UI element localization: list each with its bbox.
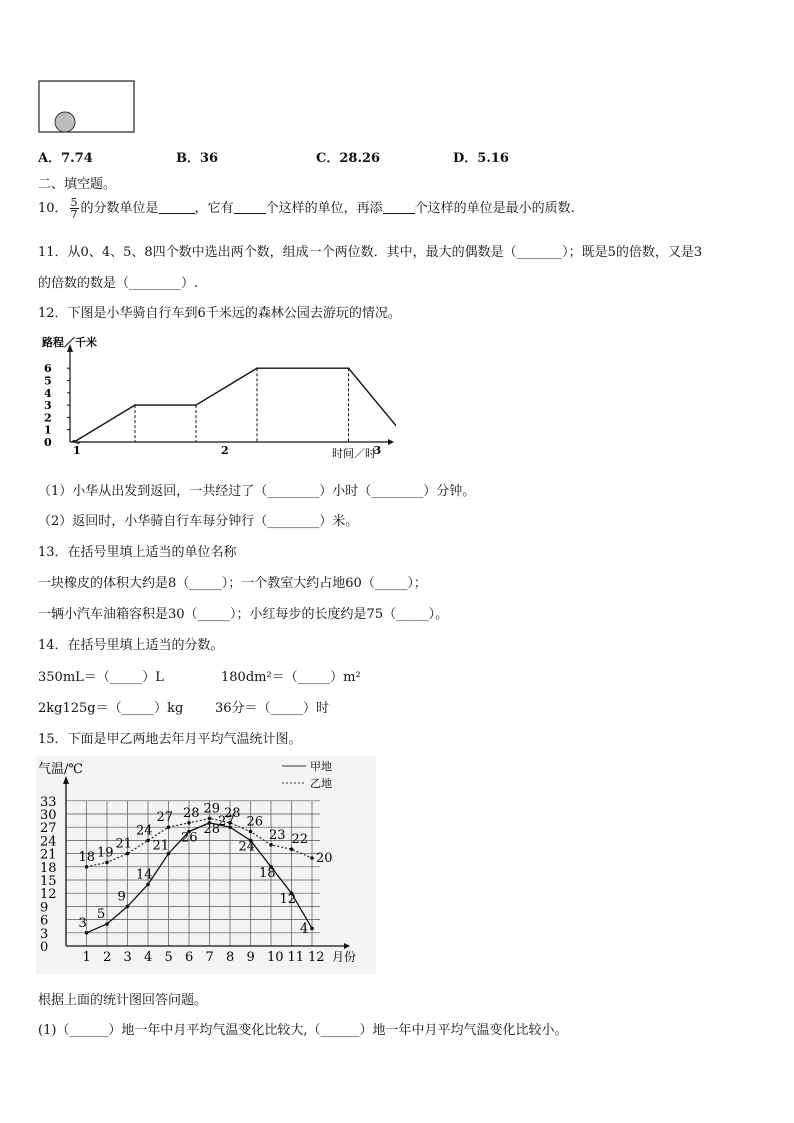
y-tick-label: 18 bbox=[40, 860, 57, 876]
answer-blank[interactable] bbox=[383, 201, 415, 214]
data-label-yi: 23 bbox=[269, 827, 286, 843]
data-label-jia: 12 bbox=[279, 892, 297, 908]
legend-label: 甲地 bbox=[310, 760, 332, 773]
fraction bbox=[70, 197, 79, 220]
y-tick-label: 4 bbox=[44, 386, 52, 400]
y-tick-label: 24 bbox=[40, 834, 57, 850]
x-tick-label: 8 bbox=[226, 950, 235, 965]
y-tick-label: 21 bbox=[40, 847, 57, 863]
data-label-jia: 28 bbox=[203, 821, 221, 837]
data-label-yi: 27 bbox=[156, 810, 174, 826]
temperature-chart bbox=[36, 756, 376, 978]
question-14-d: 36分＝（_____）时 bbox=[215, 701, 330, 716]
option-c: C．28.26 bbox=[316, 151, 381, 166]
data-label-yi: 19 bbox=[97, 845, 114, 861]
x-tick-label: 1 bbox=[82, 950, 91, 965]
data-point bbox=[146, 839, 150, 843]
y-tick-label: 9 bbox=[40, 900, 49, 916]
y-tick-label: 15 bbox=[40, 874, 57, 889]
option-b: B．36 bbox=[176, 151, 219, 166]
y-tick-label: 6 bbox=[44, 362, 52, 376]
question-14-a: 350mL＝（_____）L bbox=[38, 670, 164, 685]
data-label-jia: 24 bbox=[238, 839, 256, 855]
data-label-jia: 4 bbox=[300, 921, 309, 937]
y-tick-label: 3 bbox=[44, 399, 52, 413]
x-tick-label: 10 bbox=[267, 950, 284, 965]
x-tick-label: 4 bbox=[144, 950, 153, 965]
data-point bbox=[167, 825, 171, 829]
q10-text-2: ，它有 bbox=[194, 201, 234, 216]
data-label-yi: 26 bbox=[246, 814, 264, 830]
data-point bbox=[146, 883, 150, 887]
option-d: D．5.16 bbox=[453, 151, 509, 166]
data-label-yi: 21 bbox=[115, 836, 133, 852]
fraction-denominator: 7 bbox=[70, 208, 78, 221]
data-label-yi: 28 bbox=[183, 805, 200, 821]
x-tick-label: 3 bbox=[373, 444, 382, 457]
x-tick-label: 11 bbox=[287, 950, 305, 965]
x-axis-arrow bbox=[388, 439, 394, 445]
rectangle-circle-diagram bbox=[38, 80, 138, 136]
x-tick-label: 6 bbox=[185, 950, 194, 965]
data-label-jia: 21 bbox=[152, 838, 170, 854]
data-point bbox=[310, 927, 314, 931]
question-14-title: 14．在括号里填上适当的分数。 bbox=[38, 638, 224, 653]
question-15-sub-1: (1)（______）地一年中月平均气温变化比较大,（______）地一年中月平均气温变化比较小。 bbox=[38, 1023, 568, 1038]
y-tick-label: 12 bbox=[40, 887, 57, 903]
data-point bbox=[208, 817, 212, 821]
fraction-numerator: 5 bbox=[70, 196, 78, 209]
y-axis-label: 路程／千米 bbox=[42, 336, 97, 349]
data-point bbox=[269, 843, 273, 847]
question-number: 10． bbox=[38, 201, 68, 216]
data-label-yi: 20 bbox=[316, 851, 333, 866]
data-point bbox=[249, 830, 253, 834]
data-point bbox=[126, 905, 130, 909]
data-label-yi: 24 bbox=[136, 823, 153, 839]
data-label-jia: 27 bbox=[218, 814, 235, 830]
question-11-line-2: 的倍数的数是（________）. bbox=[38, 276, 199, 291]
q10-text-3: 个这样的单位，再添 bbox=[265, 201, 383, 216]
q10-text-4: 个这样的单位是最小的质数. bbox=[414, 201, 575, 216]
distance-line bbox=[74, 368, 396, 442]
option-a: A．7.74 bbox=[38, 151, 93, 166]
data-point bbox=[73, 441, 75, 443]
y-tick-label: 0 bbox=[44, 436, 52, 449]
data-label-jia: 5 bbox=[97, 907, 106, 922]
question-13-line-1: 一块橡皮的体积大约是8（_____）；一个教室大约占地60（_____）； bbox=[38, 576, 427, 591]
data-label-jia: 3 bbox=[78, 915, 87, 931]
data-point bbox=[105, 922, 109, 926]
question-14-b: 180dm²＝（_____）m² bbox=[221, 670, 361, 685]
y-tick-label: 5 bbox=[44, 374, 52, 388]
y-tick-label: 0 bbox=[40, 940, 49, 955]
y-tick-label: 33 bbox=[40, 794, 57, 810]
data-label-yi: 28 bbox=[224, 805, 241, 821]
x-tick-label: 3 bbox=[123, 950, 132, 965]
data-point bbox=[187, 821, 191, 825]
y-axis-label: 气温/℃ bbox=[38, 762, 83, 777]
question-12-sub-1: （1）小华从出发到返回，一共经过了（________）小时（________）分钟。 bbox=[38, 484, 476, 499]
data-point bbox=[290, 847, 294, 851]
distance-time-chart-svg bbox=[36, 330, 396, 460]
data-label-yi: 29 bbox=[203, 801, 221, 817]
question-15-title: 15．下面是甲乙两地去年月平均气温统计图。 bbox=[38, 732, 302, 747]
y-tick-label: 3 bbox=[40, 926, 49, 942]
x-tick-label: 2 bbox=[221, 444, 229, 457]
distance-time-chart bbox=[36, 330, 396, 464]
question-13-line-2: 一辆小汽车油箱容积是30（_____）；小红每步的长度约是75（_____）。 bbox=[38, 607, 449, 622]
question-11-line-1: 11．从0、4、5、8四个数中选出两个数，组成一个两位数．其中，最大的偶数是（_______）；既是5的倍数，又是3 bbox=[38, 245, 703, 260]
q10-text-1: 的分数单位是 bbox=[80, 201, 159, 216]
data-point bbox=[310, 856, 314, 860]
question-12-sub-2: （2）返回时，小华骑自行车每分钟行（________）米。 bbox=[38, 514, 359, 529]
data-point bbox=[105, 861, 109, 865]
x-tick-label: 5 bbox=[164, 950, 173, 965]
y-tick-label: 27 bbox=[40, 821, 57, 837]
y-tick-label: 1 bbox=[44, 423, 52, 437]
question-15-after: 根据上面的统计图回答问题。 bbox=[38, 993, 208, 1008]
x-tick-label: 1 bbox=[73, 444, 81, 457]
y-tick-label: 6 bbox=[40, 913, 49, 929]
x-axis-label: 月份 bbox=[332, 950, 357, 964]
data-point bbox=[85, 931, 89, 935]
data-point bbox=[85, 865, 89, 869]
x-tick-label: 12 bbox=[308, 950, 325, 965]
x-axis-label: 时间／时 bbox=[332, 447, 376, 460]
section-heading: 二、填空题。 bbox=[38, 177, 117, 192]
temperature-chart-svg bbox=[36, 756, 376, 974]
data-label-jia: 26 bbox=[181, 830, 198, 846]
data-point bbox=[126, 852, 130, 856]
data-label-jia: 9 bbox=[117, 889, 126, 905]
y-tick-label: 30 bbox=[40, 808, 57, 823]
answer-blank[interactable] bbox=[234, 201, 266, 214]
x-tick-label: 7 bbox=[205, 950, 214, 965]
question-10 bbox=[38, 194, 575, 224]
x-tick-label: 2 bbox=[103, 950, 112, 965]
question-12-title: 12．下图是小华骑自行车到6千米远的森林公园去游玩的情况。 bbox=[38, 306, 401, 321]
data-label-jia: 14 bbox=[136, 867, 153, 883]
q9-figure bbox=[38, 80, 138, 140]
data-label-jia: 18 bbox=[259, 865, 276, 881]
legend-label: 乙地 bbox=[310, 777, 332, 790]
question-14-c: 2kg125g＝（_____）kg bbox=[38, 701, 184, 716]
question-13-title: 13．在括号里填上适当的单位名称 bbox=[38, 545, 237, 560]
x-tick-label: 9 bbox=[246, 950, 255, 965]
y-tick-label: 2 bbox=[44, 411, 52, 425]
answer-blank[interactable] bbox=[159, 201, 195, 214]
data-label-yi: 22 bbox=[291, 832, 309, 848]
data-label-yi: 18 bbox=[78, 849, 96, 865]
